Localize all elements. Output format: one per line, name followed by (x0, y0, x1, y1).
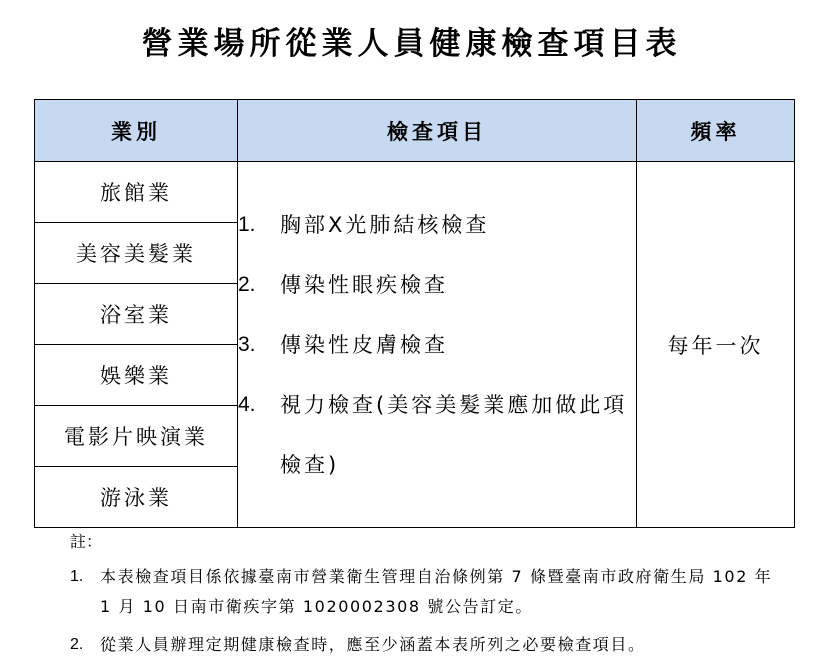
category-cell: 浴室業 (35, 284, 238, 345)
item-number: 1. (238, 212, 256, 236)
item-number: 3. (238, 332, 256, 356)
notes-title: 註： (70, 532, 103, 551)
page-title: 營業場所從業人員健康檢查項目表 (141, 26, 682, 62)
note-item (70, 562, 790, 622)
item-number: 4. (238, 392, 256, 416)
frequency-cell: 每年一次 (637, 162, 795, 528)
item-text: 視力檢查(美容美髮業應加做此項檢查) (280, 392, 628, 477)
note-text: 從業人員辦理定期健康檢查時，應至少涵蓋本表所列之必要檢查項目。 (100, 635, 646, 654)
header-check-items: 檢查項目 (238, 100, 637, 162)
list-item (238, 315, 636, 375)
category-cell: 游泳業 (35, 467, 238, 528)
table-header-row (35, 100, 795, 162)
notes-section (70, 530, 790, 660)
health-check-table (34, 99, 795, 528)
check-items-cell (238, 162, 637, 528)
item-text: 傳染性皮膚檢查 (280, 332, 448, 357)
note-number: 1. (70, 568, 84, 585)
list-item (238, 255, 636, 315)
header-frequency: 頻率 (637, 100, 795, 162)
item-number: 2. (238, 272, 256, 296)
category-cell: 電影片映演業 (35, 406, 238, 467)
category-cell: 美容美髮業 (35, 223, 238, 284)
note-number: 2. (70, 636, 84, 653)
list-item (238, 375, 636, 495)
item-text: 胸部X光肺結核檢查 (280, 212, 490, 237)
table-row (35, 162, 795, 223)
list-item (238, 195, 636, 255)
header-category: 業別 (35, 100, 238, 162)
note-text: 本表檢查項目係依據臺南市營業衛生管理自治條例第 7 條暨臺南市政府衛生局 102 年 1 月 10 日南市衛疾字第 1020002308 號公告訂定。 (100, 567, 773, 616)
item-text: 傳染性眼疾檢查 (280, 272, 448, 297)
category-cell: 娛樂業 (35, 345, 238, 406)
category-cell: 旅館業 (35, 162, 238, 223)
note-item (70, 630, 790, 660)
check-items-list (238, 195, 636, 495)
